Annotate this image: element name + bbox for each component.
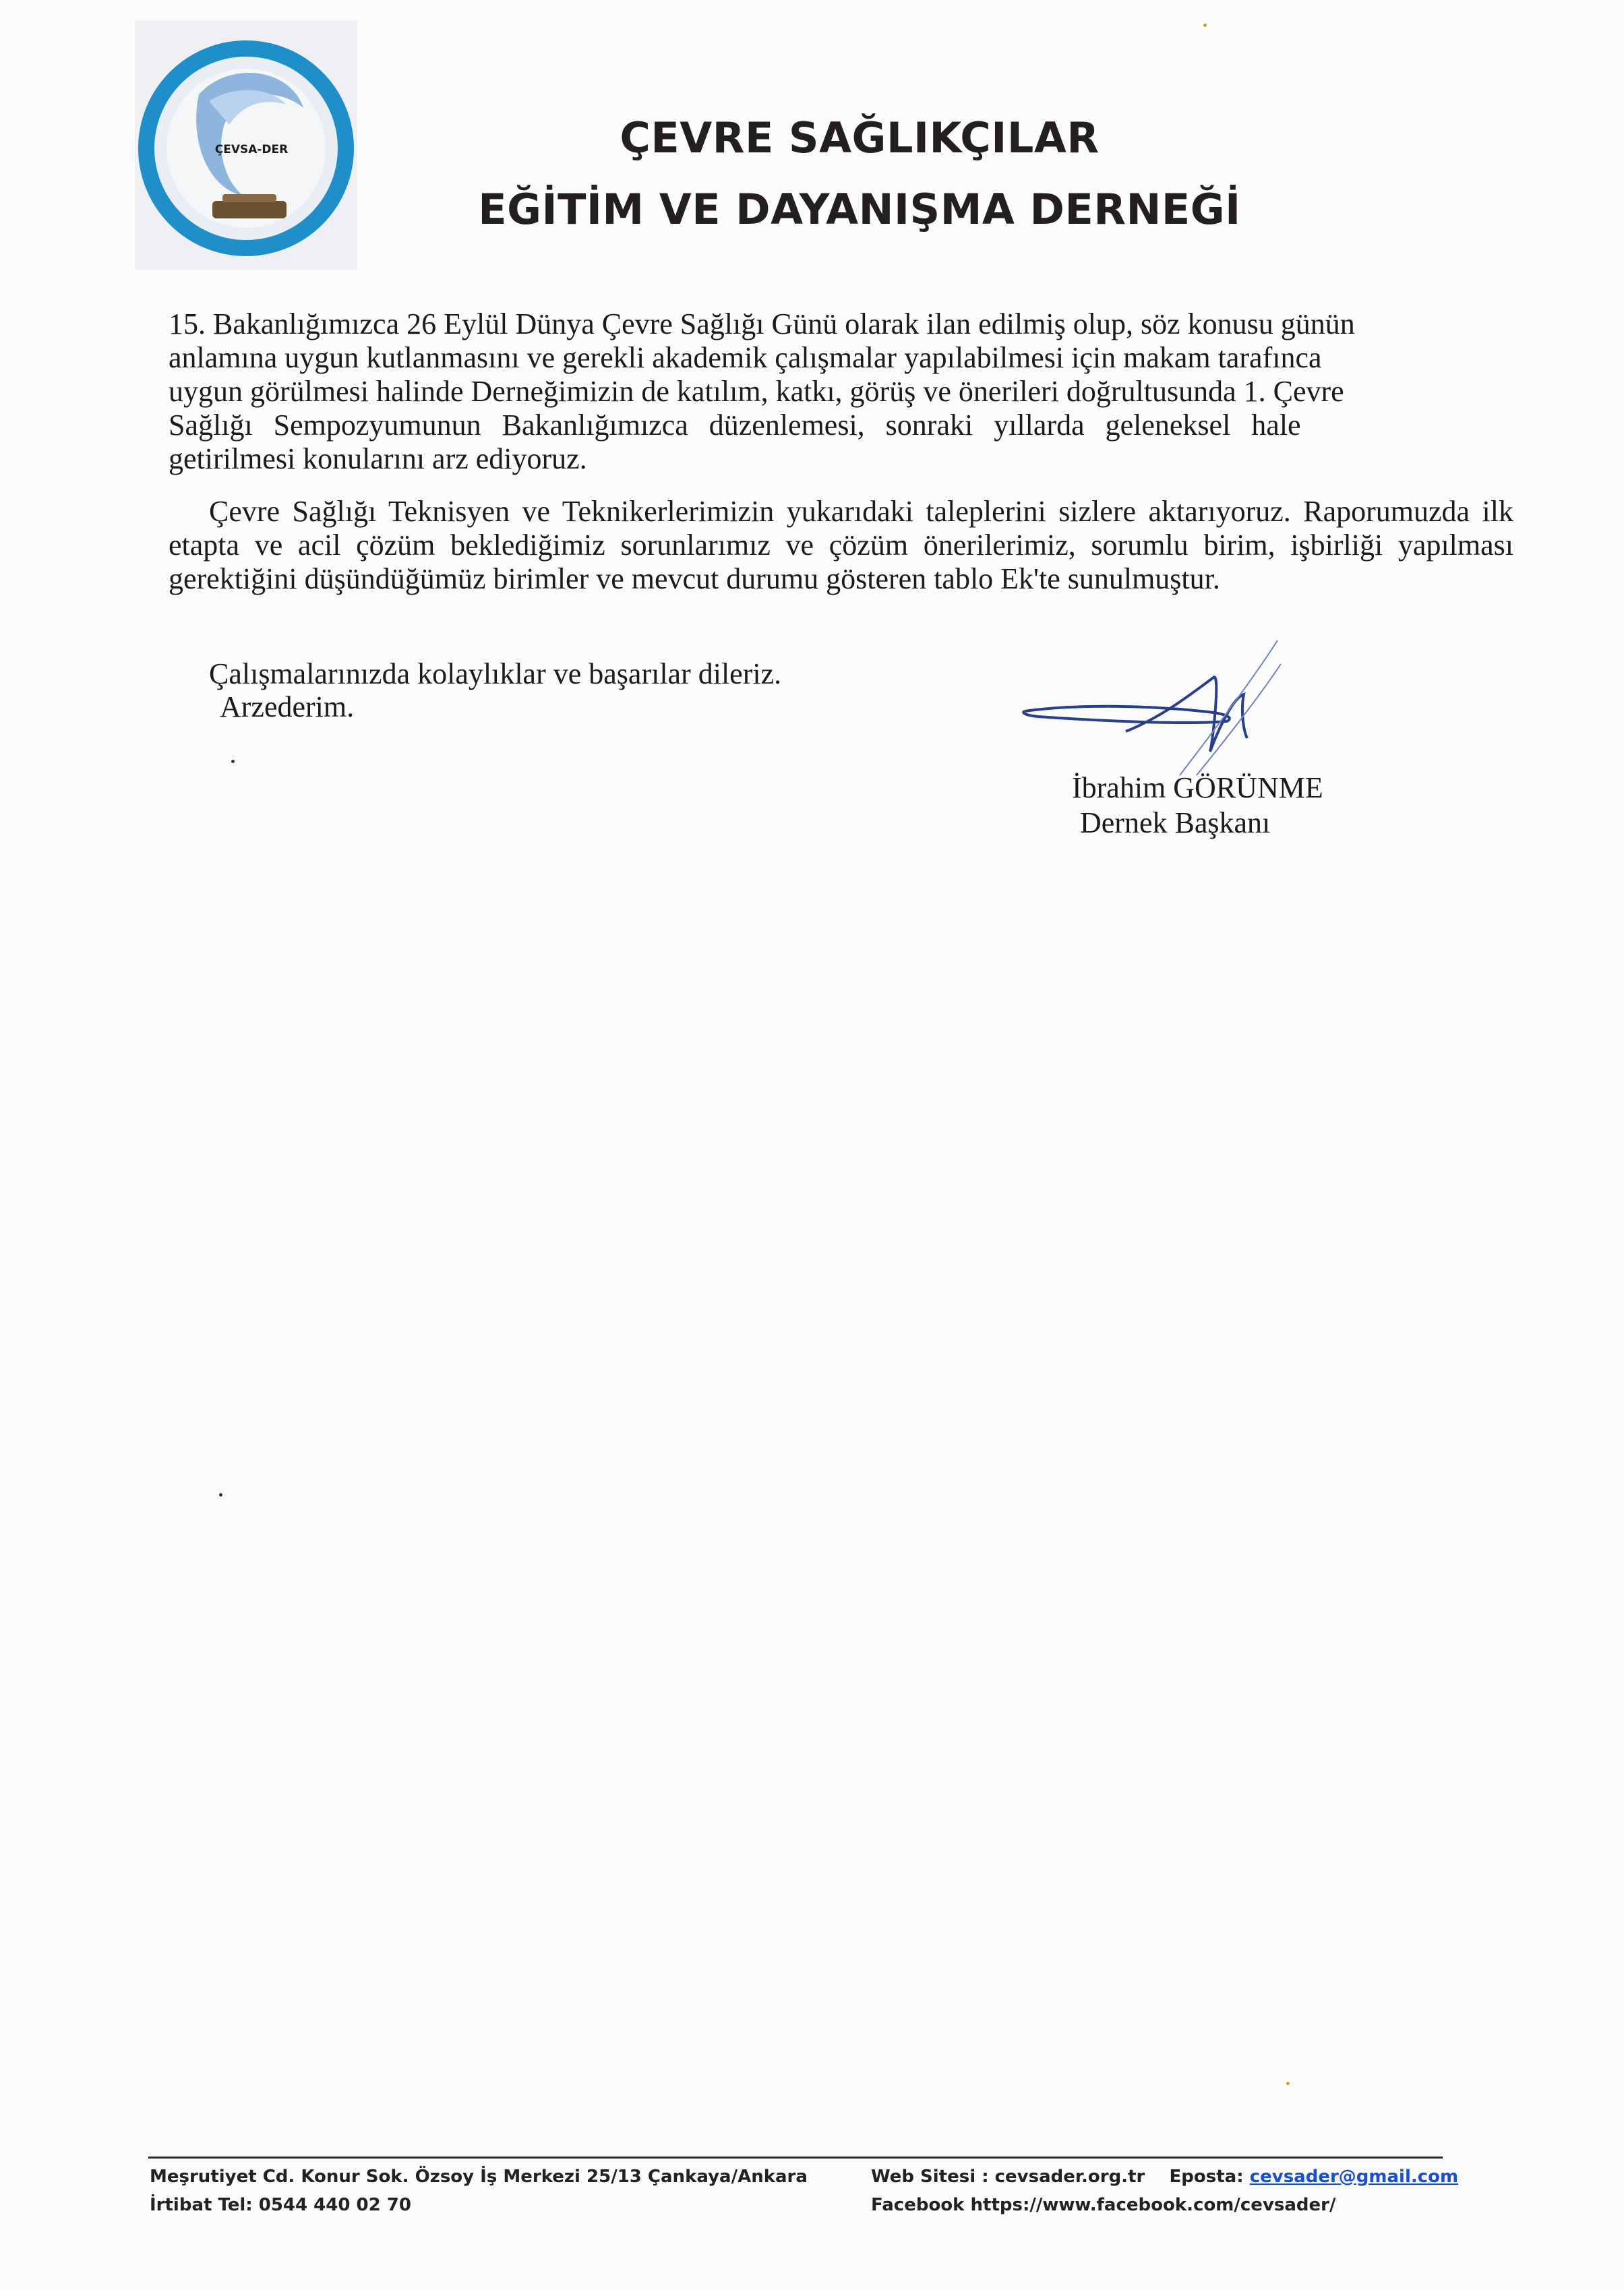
signatory-name: İbrahim GÖRÜNME [1072, 771, 1323, 804]
footer-email-label: Eposta: [1169, 2167, 1244, 2187]
header-title-line1: ÇEVRE SAĞLIKÇILAR [620, 113, 1100, 162]
footer-web-line [871, 2163, 1458, 2191]
association-logo [135, 20, 357, 270]
closing-paragraph [169, 495, 1513, 596]
footer-address: Meşrutiyet Cd. Konur Sok. Özsoy İş Merkezi 25/13 Çankaya/Ankara [150, 2167, 808, 2187]
footer-email-link[interactable]: cevsader@gmail.com [1249, 2167, 1459, 2187]
scan-speck [1286, 2082, 1290, 2085]
item-15-line-3: uygun görülmesi halinde Derneğimizin de katılım, katkı, görüş ve önerileri doğrultusunda 1. Çevre [169, 375, 1344, 408]
item-15-line-1-text: Bakanlığımızca 26 Eylül Dünya Çevre Sağlığı Günü olarak ilan edilmiş olup, söz konusu günün [213, 307, 1355, 340]
item-15-line-4: Sağlığı Sempozyumunun Bakanlığımızca düzenlemesi, sonraki yıllarda geleneksel hale [169, 409, 1301, 442]
logo-center-text: ÇEVSA-DER [214, 143, 289, 156]
scan-speck [219, 1493, 222, 1497]
regards-line: Arzederim. [220, 690, 355, 723]
footer-facebook[interactable]: Facebook https://www.facebook.com/cevsader/ [871, 2195, 1336, 2215]
signatory-title: Dernek Başkanı [1080, 806, 1271, 839]
wishes-line: Çalışmalarınızda kolaylıklar ve başarılar dileriz. [209, 657, 782, 690]
item-number: 15. [169, 307, 206, 340]
scan-speck [231, 760, 235, 763]
footer-website: Web Sitesi : cevsader.org.tr [871, 2167, 1145, 2187]
footer-divider [148, 2157, 1443, 2159]
scan-speck [1203, 24, 1207, 27]
footer-contact [150, 2163, 808, 2219]
item-15-line-1 [169, 307, 1513, 341]
closing-paragraph-text: Çevre Sağlığı Teknisyen ve Teknikerlerimizin yukarıdaki taleplerini sizlere aktarıyoruz. Raporumuzda ilk etapta ve acil çözüm beklediğimiz sorunlarımız ve çözüm önerilerimiz, sorumlu birim, işbirliği yapılması gerektiğini düşündüğümüz birimler ve mevcut durumu gösteren tablo Ek'te sunulmuştur. [169, 495, 1513, 595]
footer-phone: İrtibat Tel: 0544 440 02 70 [150, 2195, 411, 2215]
header-title-line2: EĞİTİM VE DAYANIŞMA DERNEĞİ [478, 185, 1241, 234]
item-15-paragraph [169, 307, 1513, 476]
footer-web [871, 2163, 1458, 2219]
item-15-line-5: getirilmesi konularını arz ediyoruz. [169, 442, 587, 475]
item-15-line-2: anlamına uygun kutlanmasını ve gerekli akademik çalışmalar yapılabilmesi için makam tarafınca [169, 341, 1322, 374]
